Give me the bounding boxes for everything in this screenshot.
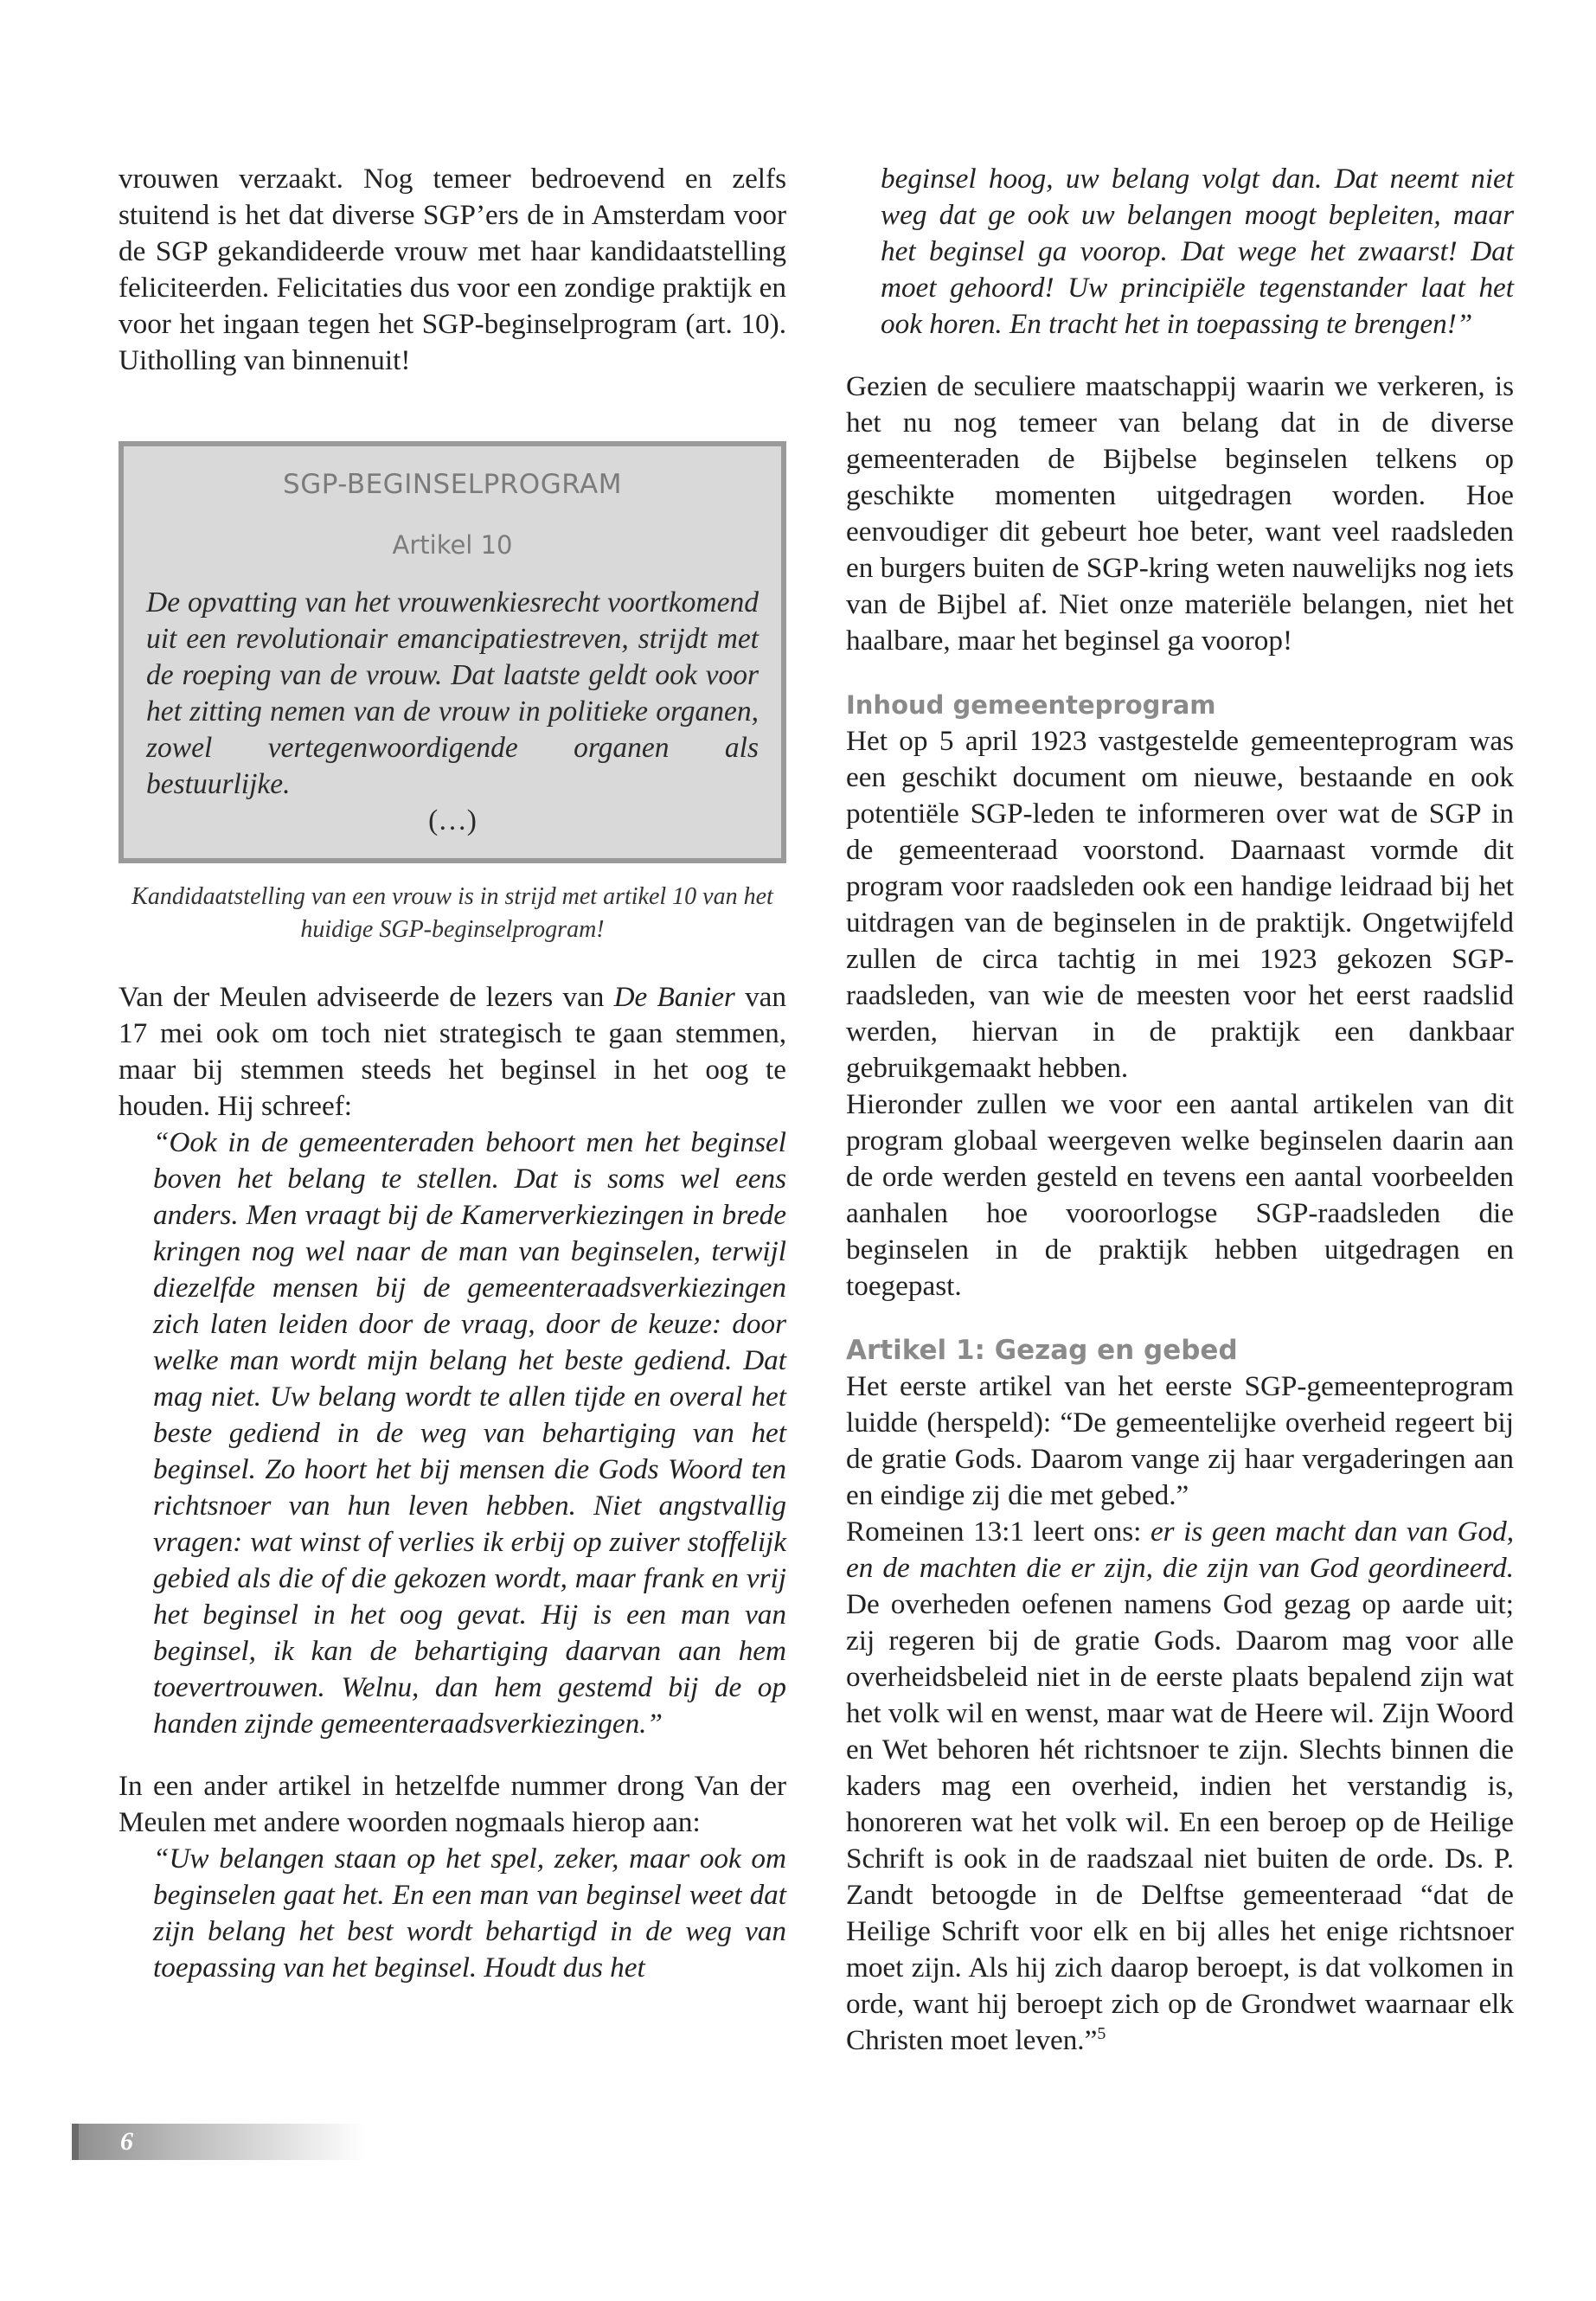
section-heading: Artikel 1: Gezag en gebed [846, 1335, 1238, 1366]
text: van 17 mei ook om toch niet strategisch te gaan stemmen, maar bij stemmen steeds het beginsel in het oog te houden. Hij schreef: [119, 981, 787, 1122]
left-column [119, 161, 786, 1986]
text: De overheden oefenen namens God gezag op aarde uit; zij regeren bij de gratie Gods. Daarom mag voor alle overheidsbeleid niet in de eerste plaats bepalend zijn wat het volk wil en wenst, maar wat de Heere wil. Zijn Woord en Wet behoren hét richtsnoer te zijn. Slechts binnen die kaders mag een overheid, indien het verstandig is, honoreren wat het volk wil. En een beroep op de Heilige Schrift is ook in de raadszaal niet buiten de orde. Ds. P. Zandt betoogde in de Delftse gemeenteraad “dat de Heilige Schrift voor elk en bij alles het enige richtsnoer moet zijn. Als hij zich daarop beroept, is dat volkomen in orde, want hij beroept zich op de Grondwet waarnaar elk Christen moet leven.” [846, 1588, 1514, 2056]
right-column [846, 161, 1514, 2059]
box-ellipsis: (…) [428, 804, 477, 836]
paragraph: Gezien de seculiere maatschappij waarin we verkeren, is het nu nog temeer van belang dat in de diverse gemeenteraden de Bijbelse beginselen telkens op geschikte momenten uitgedragen worden. Hoe eenvoudiger dit gebeurt hoe beter, want veel raadsleden en burgers buiten de SGP-kring weten nauwelijks nog iets van de Bijbel af. Niet onze materiële belangen, niet het haalbare, maar het beginsel ga voorop! [846, 370, 1514, 657]
quotation-continued: beginsel hoog, uw belang volgt dan. Dat neemt niet weg dat ge ook uw belangen moogt bepleiten, maar het beginsel ga voorop. Dat wege het zwaarst! Dat moet gehoord! Uw principiële tegenstander laat het ook horen. En tracht het in toepassing te brengen!” [881, 163, 1514, 340]
paragraph: In een ander artikel in hetzelfde nummer drong Van der Meulen met andere woorden nogmaals hierop aan: [119, 1770, 786, 1838]
box-body [146, 585, 759, 839]
paragraph [119, 979, 786, 1125]
text: Romeinen 13:1 leert ons: [846, 1516, 1151, 1548]
box-caption: Kandidaatstelling van een vrouw is in strijd met artikel 10 van het huidige SGP-beginselprogram! [131, 883, 773, 943]
page-footer [72, 2124, 366, 2160]
box-body-text: De opvatting van het vrouwenkiesrecht voortkomend uit een revolutionair emancipatiestreven, strijdt met de roeping van de vrouw. Dat laatste geldt ook voor het zitting nemen van de vrouw in politieke organen, zowel vertegenwoordigende organen als bestuurlijke. [146, 586, 759, 800]
text: Van der Meulen adviseerde de lezers van [119, 981, 614, 1013]
quotation: “Uw belangen staan op het spel, zeker, maar ook om beginselen gaat het. En een man van beginsel weet dat zijn belang het best wordt behartigd in de weg van toepassing van het beginsel. Houdt dus het [153, 1843, 786, 1984]
publication-title: De Banier [613, 981, 735, 1013]
bible-quote: er is geen macht dan van God, en de machten die er zijn, die zijn van God geordineerd. [846, 1516, 1514, 1584]
quotation: “Ook in de gemeenteraden behoort men het beginsel boven het belang te stellen. Dat is soms wel eens anders. Men vraagt bij de Kamerverkiezingen in brede kringen nog wel naar de man van beginselen, terwijl diezelfde mensen bij de gemeenteraadsverkiezingen zich laten leiden door de vraag, door de keuze: door welke man wordt mijn belang het beste gediend. Dat mag niet. Uw belang wordt te allen tijde en overal het beste gediend in de weg van behartiging van het beginsel. Zo hoort het bij mensen die Gods Woord ten richtsnoer van hun leven hebben. Niet angstvallig vragen: wat winst of verlies ik erbij op zuiver stoffelijk gebied als die of die gekozen wordt, maar frank en vrij het beginsel in het oog gevat. Hij is een man van beginsel, ik kan de behartiging daarvan aan hem toevertrouwen. Welnu, dan hem gestemd bij de op handen zijnde gemeenteraadsverkiezingen.” [153, 1126, 786, 1740]
quote-box [119, 441, 786, 863]
footnote-marker: 5 [1097, 2023, 1106, 2043]
paragraph: Het op 5 april 1923 vastgestelde gemeenteprogram was een geschikt document om nieuwe, bestaande en ook potentiële SGP-leden te informeren over wat de SGP in de gemeenteraad voorstond. Daarnaast vormde dit program voor raadsleden ook een handige leidraad bij het uitdragen van de beginselen in de praktijk. Ongetwijfeld zullen de circa tachtig in mei 1923 gekozen SGP-raadsleden, van wie de meesten voor het eerst raadslid werden, hiervan in de praktijk een dankbaar gebruikgemaakt hebben. [846, 725, 1514, 1084]
paragraph: Het eerste artikel van het eerste SGP-gemeenteprogram luidde (herspeld): “De gemeentelijke overheid regeert bij de gratie Gods. Daarom vange zij haar vergaderingen aan en eindige zij die met gebed.” [846, 1370, 1514, 1511]
page-number: 6 [120, 2127, 133, 2156]
box-title: SGP-BEGINSELPROGRAM [283, 469, 622, 500]
footer-bar [72, 2124, 79, 2160]
paragraph: Hieronder zullen we voor een aantal artikelen van dit program globaal weergeven welke beginselen daarin aan de orde werden gesteld en tevens een aantal voorbeelden aanhalen hoe vooroorlogse SGP-raadsleden die beginselen in de praktijk hebben uitgedragen en toegepast. [846, 1088, 1514, 1302]
section-heading: Inhoud gemeenteprogram [846, 690, 1216, 720]
paragraph: vrouwen verzaakt. Nog temeer bedroevend en zelfs stuitend is het dat diverse SGP’ers de in Amsterdam voor de SGP gekandideerde vrouw met haar kandidaatstelling feliciteerden. Felicitaties dus voor een zondige praktijk en voor het ingaan tegen het SGP-beginselprogram (art. 10). Uitholling van binnenuit! [119, 163, 786, 376]
box-subtitle: Artikel 10 [392, 530, 513, 560]
paragraph [846, 1514, 1514, 2059]
